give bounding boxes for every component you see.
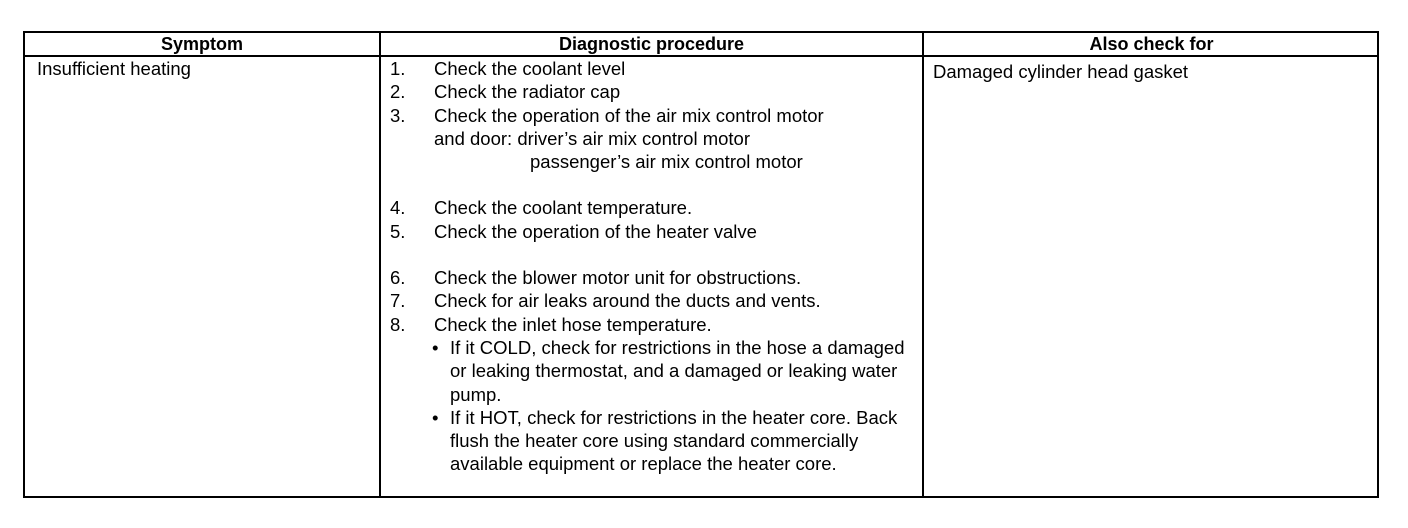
step-number: 8.: [390, 313, 406, 335]
bullet-icon: •: [432, 336, 439, 358]
step-continuation: and door: driver’s air mix control motor: [434, 127, 750, 149]
bullet-text: If it COLD, check for restrictions in the hose a damaged or leaking thermostat, and a damaged or leaking water pump.: [450, 336, 905, 405]
step-text: Check for air leaks around the ducts and vents.: [434, 290, 821, 312]
step-number: 2.: [390, 81, 406, 103]
procedure-step: [390, 266, 915, 289]
procedure-step: [390, 80, 915, 103]
step-number: 1.: [390, 58, 406, 79]
header-also-check-for: Also check for: [1089, 34, 1214, 54]
symptom-cell: Insufficient heating: [37, 58, 191, 79]
step-continuation: passenger’s air mix control motor: [530, 151, 803, 173]
step-text: Check the coolant level: [434, 58, 626, 79]
procedure-step: [390, 220, 915, 243]
step-number: 4.: [390, 197, 406, 219]
spacer: [390, 243, 915, 266]
step-number: 6.: [390, 267, 406, 289]
step-text: Check the blower motor unit for obstructions.: [434, 267, 802, 289]
bullet-icon: •: [432, 406, 439, 428]
step-text: Check the inlet hose temperature.: [434, 313, 712, 335]
procedure-step: [390, 289, 915, 312]
procedure-step: [390, 104, 915, 127]
step-number: 3.: [390, 104, 406, 126]
header-diagnostic-procedure: Diagnostic procedure: [558, 34, 745, 54]
column-divider-2: [922, 33, 924, 496]
also-check-cell: Damaged cylinder head gasket: [933, 61, 1189, 82]
procedure-cell: [390, 57, 915, 476]
bullet-item: [390, 336, 915, 406]
step-text: Check the coolant temperature.: [434, 197, 693, 219]
diagnostic-table: [23, 31, 1379, 498]
step-number: 7.: [390, 290, 406, 312]
bullet-text: If it HOT, check for restrictions in the heater core. Back flush the heater core using standard commercially available equipment or replace the heater core.: [450, 406, 898, 475]
column-divider-1: [379, 33, 381, 496]
header-symptom: Symptom: [160, 34, 243, 54]
procedure-step: [390, 196, 915, 219]
spacer: [390, 173, 915, 196]
step-text: Check the radiator cap: [434, 81, 621, 103]
step-text: Check the operation of the air mix control motor: [434, 104, 824, 126]
bullet-item: [390, 406, 915, 476]
step-text: Check the operation of the heater valve: [434, 220, 757, 242]
procedure-step: [390, 57, 915, 80]
step-number: 5.: [390, 220, 406, 242]
procedure-step: [390, 313, 915, 336]
